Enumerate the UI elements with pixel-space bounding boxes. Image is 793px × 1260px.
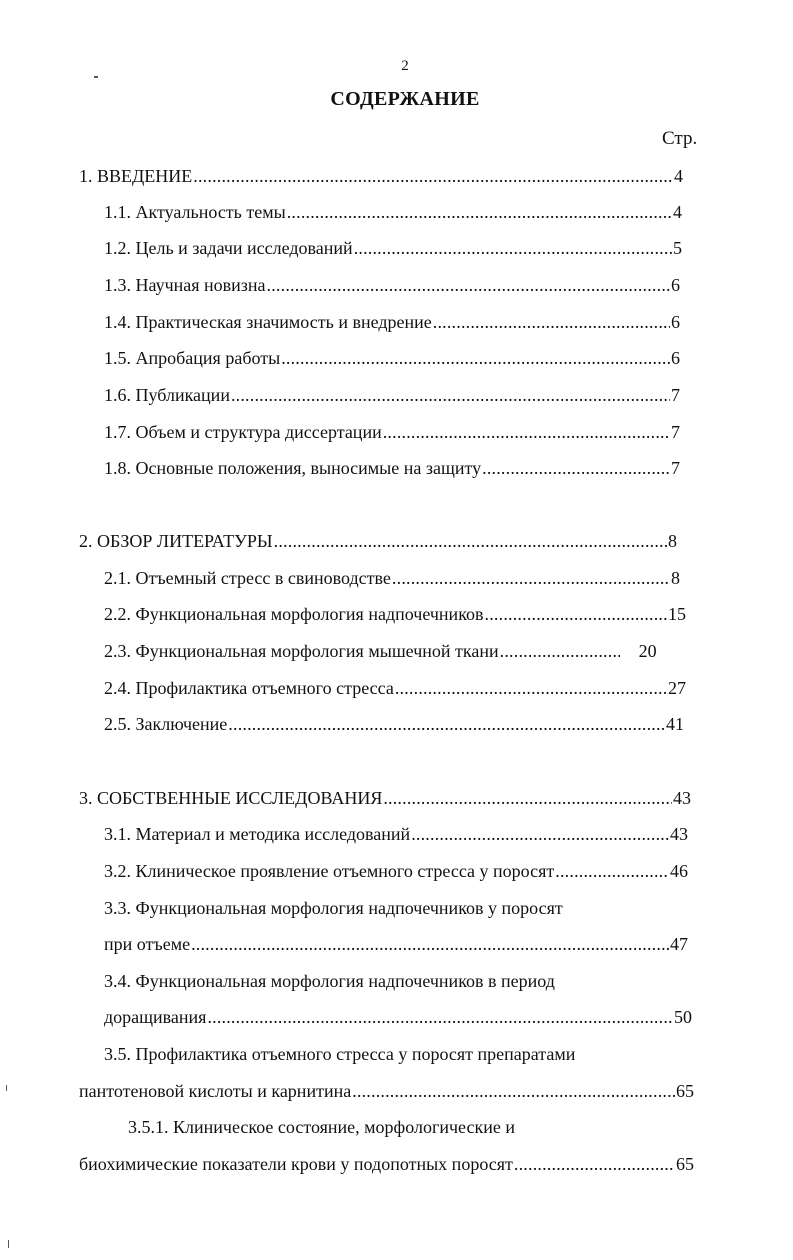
- toc-label: 1.7. Объем и структура диссертации: [104, 422, 382, 442]
- toc-label: 1.3. Научная новизна: [104, 275, 266, 295]
- toc-page: 20: [638, 641, 657, 661]
- toc-label: 1.1. Актуальность темы: [104, 202, 286, 222]
- toc-entry-3-5-1: [79, 1152, 694, 1176]
- toc-label: 1.5. Апробация работы: [104, 348, 281, 368]
- toc-page: 5: [673, 238, 682, 258]
- toc-entry-1-7: [104, 420, 680, 444]
- toc-page: 65: [676, 1081, 694, 1101]
- toc-entry-3-1: [104, 822, 688, 846]
- toc-entry-3-4-line1: 3.4. Функциональная морфология надпочечников в период: [104, 971, 555, 991]
- toc-label: 2. ОБЗОР ЛИТЕРАТУРЫ: [79, 531, 273, 551]
- toc-entry-3-2: [104, 859, 688, 883]
- toc-page: 8: [671, 568, 680, 588]
- toc-entry-2-2: [104, 602, 686, 626]
- toc-label: при отъеме: [104, 934, 191, 954]
- toc-label: 2.4. Профилактика отъемного стресса: [104, 678, 394, 698]
- toc-label: пантотеновой кислоты и карнитина: [79, 1081, 352, 1101]
- toc-entry-2: [79, 529, 677, 553]
- toc-page: 4: [673, 202, 682, 222]
- toc-page: 8: [668, 531, 677, 551]
- toc-entry-2-3: [104, 639, 688, 663]
- toc-label: 1.4. Практическая значимость и внедрение: [104, 312, 432, 332]
- toc-label: 3. СОБСТВЕННЫЕ ИССЛЕДОВАНИЯ: [79, 788, 383, 808]
- toc-label: 1.6. Публикации: [104, 385, 230, 405]
- toc-entry-1-2: [104, 236, 682, 260]
- toc-label: 1.8. Основные положения, выносимые на защиту: [104, 458, 482, 478]
- toc-page: 27: [668, 678, 686, 698]
- toc-page: 43: [670, 824, 688, 844]
- toc-entry-1-1: [104, 200, 682, 224]
- toc-page: 4: [674, 166, 683, 186]
- toc-page: 41: [666, 714, 684, 734]
- toc-label: 2.1. Отъемный стресс в свиноводстве: [104, 568, 391, 588]
- scan-speck: [94, 76, 98, 78]
- toc-label: 3.2. Клиническое проявление отъемного стресса у поросят: [104, 861, 555, 881]
- toc-entry-1: [79, 164, 683, 188]
- toc-page: 15: [668, 604, 686, 624]
- toc-page: 47: [670, 934, 688, 954]
- page-title: СОДЕРЖАНИЕ: [330, 88, 480, 110]
- toc-entry-1-6: [104, 383, 680, 407]
- toc-label: 1.2. Цель и задачи исследований: [104, 238, 353, 258]
- toc-entry-1-8: [104, 456, 680, 480]
- toc-page: 6: [671, 312, 680, 332]
- toc-entry-1-3: [104, 273, 680, 297]
- toc-label: 2.2. Функциональная морфология надпочечников: [104, 604, 484, 624]
- toc-entry-3-5-line1: 3.5. Профилактика отъемного стресса у поросят препаратами: [104, 1044, 576, 1064]
- toc-entry-3: [79, 786, 691, 810]
- toc-label: доращивания: [104, 1007, 207, 1027]
- scan-speck: [6, 1085, 7, 1091]
- toc-page: 6: [671, 275, 680, 295]
- toc-page: 6: [671, 348, 680, 368]
- toc-entry-3-3: [104, 932, 688, 956]
- toc-entry-3-5: [79, 1079, 694, 1103]
- scan-speck: [8, 1240, 9, 1248]
- toc-page: 7: [671, 458, 680, 478]
- toc-label: 2.3. Функциональная морфология мышечной ткани: [104, 641, 499, 661]
- toc-page: 46: [670, 861, 688, 881]
- toc-page: 50: [674, 1007, 692, 1027]
- toc-entry-2-4: [104, 676, 686, 700]
- page-number: 2: [401, 58, 409, 74]
- toc-entry-1-5: [104, 346, 680, 370]
- toc-label: 1. ВВЕДЕНИЕ: [79, 166, 193, 186]
- toc-entry-2-1: [104, 566, 680, 590]
- pages-column-label: Стр.: [662, 128, 698, 149]
- toc-page: 43: [673, 788, 691, 808]
- toc-page: 7: [671, 385, 680, 405]
- toc-label: 3.1. Материал и методика исследований: [104, 824, 411, 844]
- toc-page: 7: [671, 422, 680, 442]
- toc-entry-1-4: [104, 310, 680, 334]
- toc-label: биохимические показатели крови у подопотных поросят: [79, 1154, 513, 1174]
- toc-label: 2.5. Заключение: [104, 714, 228, 734]
- toc-entry-3-4: [104, 1005, 692, 1029]
- toc-entry-3-5-1-line1: 3.5.1. Клиническое состояние, морфологические и: [128, 1117, 515, 1137]
- toc-entry-2-5: [104, 712, 684, 736]
- toc-entry-3-3-line1: 3.3. Функциональная морфология надпочечников у поросят: [104, 898, 563, 918]
- toc-page: 65: [676, 1154, 694, 1174]
